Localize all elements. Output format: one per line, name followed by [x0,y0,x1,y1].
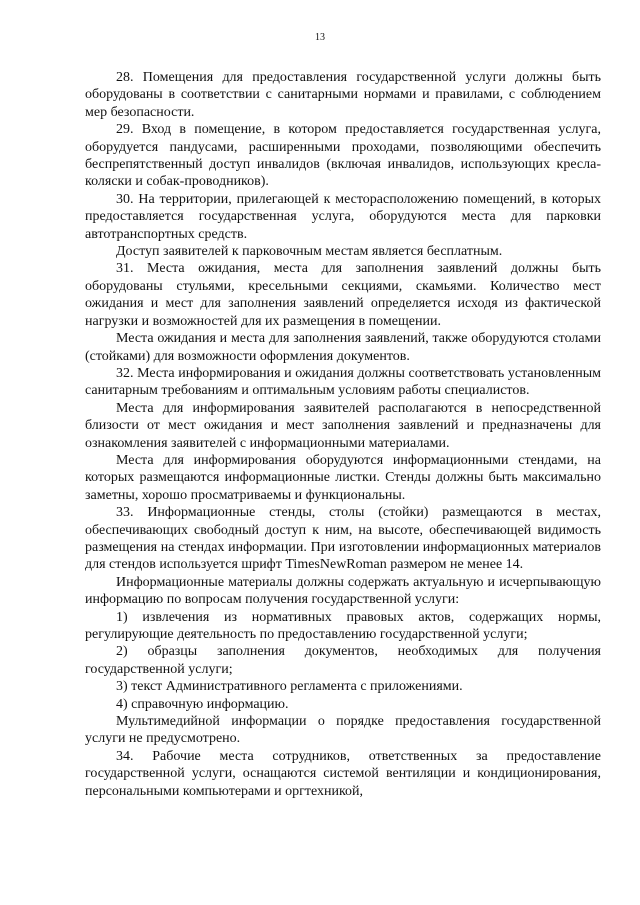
list-item-4: 4) справочную информацию. [116,696,289,712]
paragraph-30-parking: Доступ заявителей к парковочным местам является бесплатным. [116,244,503,260]
document-body [85,69,601,800]
list-item-2: 2) образцы заполнения документов, необходимых для получения государственной услуги; [85,644,601,677]
paragraph-31: 31. Места ожидания, места для заполнения заявлений должны быть оборудованы стульями, кресельными секциями, скамьями. Количество мест ожидания и мест для заполнения заявлений определяется исходя из фактической нагрузки и возможностей для их размещения в помещении. [85,261,601,329]
paragraph-31-tables: Места ожидания и места для заполнения заявлений, также оборудуются столами (стойками) для возможности оформления документов. [85,331,601,364]
paragraph-32-location: Места для информирования заявителей располагаются в непосредственной близости от мест ожидания и мест заполнения заявлений и предназначены для ознакомления заявителей с информационными материалами. [85,400,601,451]
paragraph-29: 29. Вход в помещение, в котором предоставляется государственная услуга, оборудуется пандусами, расширенными проходами, позволяющими обеспечить беспрепятственный доступ инвалидов (включая инвалидов, использующих кресла-коляски и собак-проводников). [85,122,601,190]
paragraph-30: 30. На территории, прилегающей к месторасположению помещений, в которых предоставляется государственная услуга, оборудуются места для парковки автотранспортных средств. [85,191,601,242]
paragraph-32-stands: Места для информирования оборудуются информационными стендами, на которых размещаются информационные листки. Стенды должны быть максимально заметны, хорошо просматриваемы и функциональны. [85,452,601,503]
paragraph-multimedia: Мультимедийной информации о порядке предоставления государственной услуги не предусмотрено. [85,714,601,747]
paragraph-28: 28. Помещения для предоставления государственной услуги должны быть оборудованы в соответствии с санитарными нормами и правилами, с соблюдением мер безопасности. [85,70,601,120]
list-item-3: 3) текст Административного регламента с приложениями. [116,679,463,695]
list-item-1: 1) извлечения из нормативных правовых актов, содержащих нормы, регулирующие деятельность по предоставлению государственной услуги; [85,609,601,642]
paragraph-34: 34. Рабочие места сотрудников, ответственных за предоставление государственной услуги, оснащаются системой вентиляции и кондиционирования, персональными компьютерами и оргтехникой, [85,748,601,799]
paragraph-32: 32. Места информирования и ожидания должны соответствовать установленным санитарным требованиям и оптимальным условиям работы специалистов. [85,365,601,399]
paragraph-33: 33. Информационные стенды, столы (стойки) размещаются в местах, обеспечивающих свободный доступ к ним, на высоте, обеспечивающей видимость размещения на стендах информации. При изготовлении информационных материалов для стендов используется шрифт TimesNewRoman размером не менее 14. [85,505,601,573]
paragraph-33-materials: Информационные материалы должны содержать актуальную и исчерпывающую информацию по вопросам получения государственной услуги: [85,574,601,608]
page-number: 13 [315,32,325,43]
